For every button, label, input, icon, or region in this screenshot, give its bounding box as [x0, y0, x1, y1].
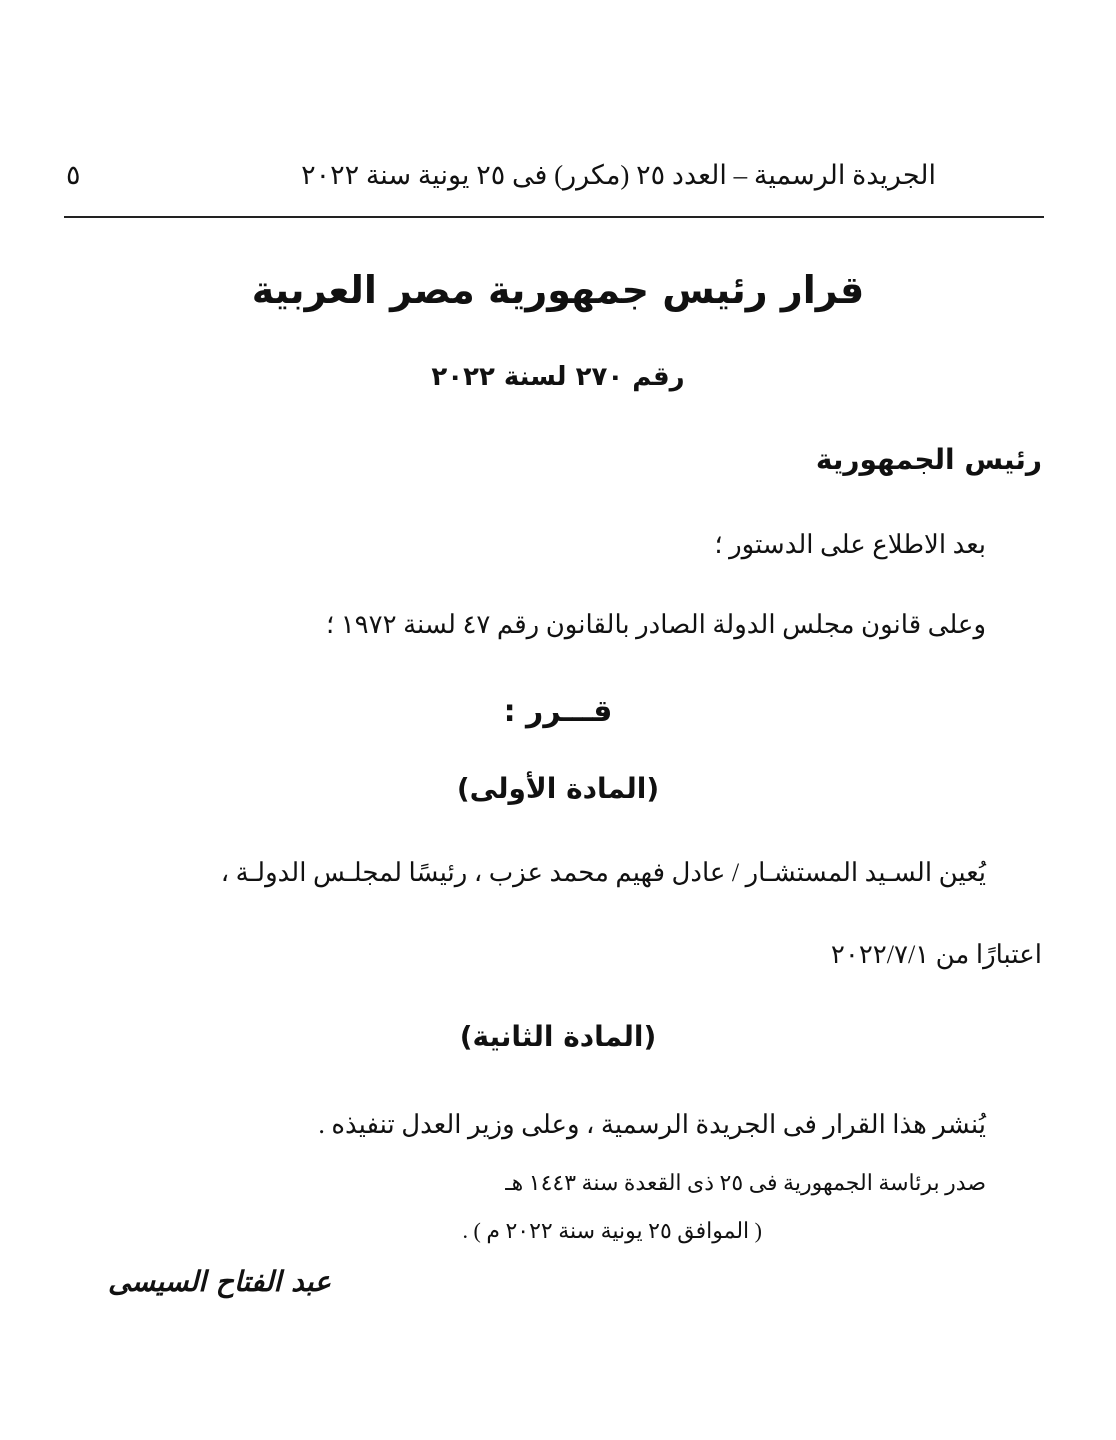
- article-2-heading: (المادة الثانية): [459, 1020, 657, 1053]
- page-number: ٥: [66, 160, 81, 190]
- preamble-line-law: وعلى قانون مجلس الدولة الصادر بالقانون رقم ٤٧ لسنة ١٩٧٢ ؛: [325, 610, 986, 639]
- decree-number: رقم ٢٧٠ لسنة ٢٠٢٢: [431, 362, 685, 392]
- gazette-header-title: الجريدة الرسمية – العدد ٢٥ (مكرر) فى ٢٥ يونية سنة ٢٠٢٢: [301, 160, 936, 190]
- issued-line-gregorian: ( الموافق ٢٥ يونية سنة ٢٠٢٢ م ) .: [462, 1218, 762, 1243]
- article-2-line-1: يُنشر هذا القرار فى الجريدة الرسمية ، وعلى وزير العدل تنفيذه .: [318, 1110, 986, 1139]
- issuer-heading: رئيس الجمهورية: [815, 443, 1042, 476]
- decided-heading: قـــرر :: [503, 694, 613, 729]
- article-1-line-2: اعتبارًا من ٢٠٢٢/٧/١: [830, 940, 1042, 969]
- article-1-line-1: يُعين السـيد المستشـار / عادل فهيم محمد عزب ، رئيسًا لمجلـس الدولـة ،: [220, 858, 986, 887]
- decree-title: قرار رئيس جمهورية مصر العربية: [251, 268, 865, 312]
- issued-line-hijri: صدر برئاسة الجمهورية فى ٢٥ ذى القعدة سنة ١٤٤٣ هـ: [505, 1170, 986, 1195]
- article-1-heading: (المادة الأولى): [456, 772, 660, 805]
- preamble-line-constitution: بعد الاطلاع على الدستور ؛: [714, 530, 986, 559]
- president-signature: عبد الفتاح السيسى: [108, 1265, 331, 1298]
- header-divider: [64, 216, 1044, 218]
